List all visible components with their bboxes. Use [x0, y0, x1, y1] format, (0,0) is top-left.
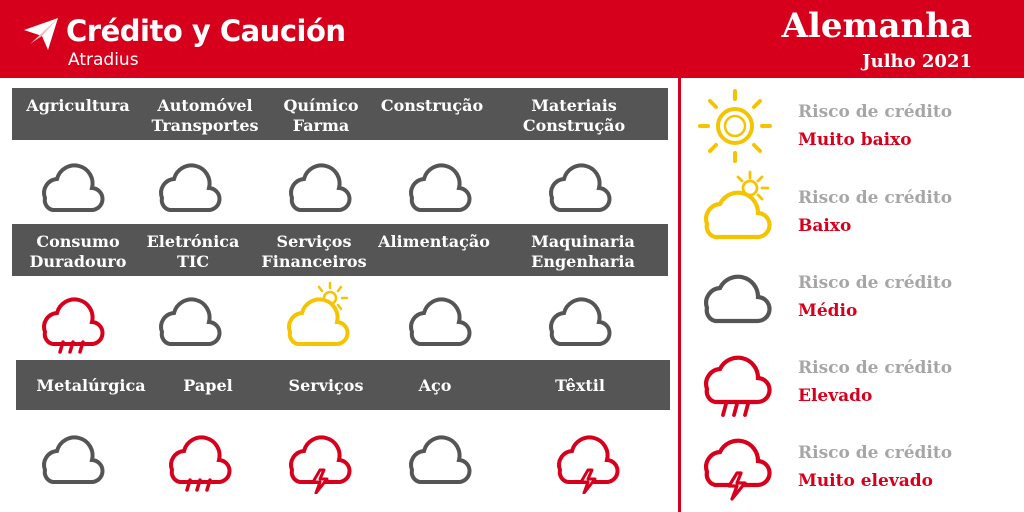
storm-cloud-icon [548, 418, 624, 494]
sector-label: Metalúrgica [36, 376, 146, 395]
brand-subtitle: Atradius [68, 50, 139, 70]
sector-label: Serviços [288, 376, 364, 395]
cloud-icon [33, 418, 109, 494]
report-date: Julho 2021 [862, 51, 972, 72]
legend-level: Muito elevado [798, 471, 933, 491]
cloud-icon [33, 146, 109, 222]
cloud-icon [150, 146, 226, 222]
cloud-icon [150, 280, 226, 356]
sector-label: Automóvel Transportes [151, 96, 259, 135]
cloud-icon [400, 280, 476, 356]
cloud-icon [400, 418, 476, 494]
legend-level: Muito baixo [798, 130, 912, 150]
storm-cloud-icon [280, 418, 356, 494]
cloud-icon [540, 280, 616, 356]
sun-cloud-icon [694, 168, 776, 250]
rain-cloud-icon [160, 418, 236, 494]
cloud-icon [694, 252, 776, 334]
country-title: Alemanha [781, 6, 972, 46]
legend-level: Baixo [798, 216, 852, 236]
cloud-icon [400, 146, 476, 222]
sector-label: Papel [183, 376, 233, 395]
sector-label: Maquinaria Engenharia [531, 232, 635, 271]
divider [678, 78, 681, 512]
sector-label: Alimentação [378, 232, 490, 251]
legend-label: Risco de crédito [798, 443, 953, 463]
sector-label: Serviços Financeiros [261, 232, 367, 271]
cloud-icon [540, 146, 616, 222]
legend-level: Elevado [798, 386, 873, 406]
legend-label: Risco de crédito [798, 273, 953, 293]
sector-label: Eletrónica TIC [146, 232, 240, 271]
rain-cloud-icon [694, 338, 776, 420]
header-bar [0, 0, 1024, 78]
sector-label: Têxtil [555, 376, 605, 395]
legend-level: Médio [798, 301, 858, 321]
sector-label: Aço [418, 376, 452, 395]
sector-label: Materiais Construção [522, 96, 626, 135]
legend-label: Risco de crédito [798, 188, 953, 208]
sun-cloud-icon [278, 280, 354, 356]
rain-cloud-icon [33, 280, 109, 356]
brand-name: Crédito y Caución [66, 14, 346, 48]
storm-cloud-icon [694, 423, 776, 505]
legend-label: Risco de crédito [798, 102, 953, 122]
brand-logo-icon [22, 14, 62, 54]
sun-icon [694, 85, 776, 167]
cloud-icon [280, 146, 356, 222]
legend-label: Risco de crédito [798, 358, 953, 378]
sector-label: Consumo Duradouro [29, 232, 127, 271]
sector-label: Agricultura [26, 96, 130, 115]
sector-label: Construção [380, 96, 484, 115]
sector-label: Químico Farma [283, 96, 359, 135]
